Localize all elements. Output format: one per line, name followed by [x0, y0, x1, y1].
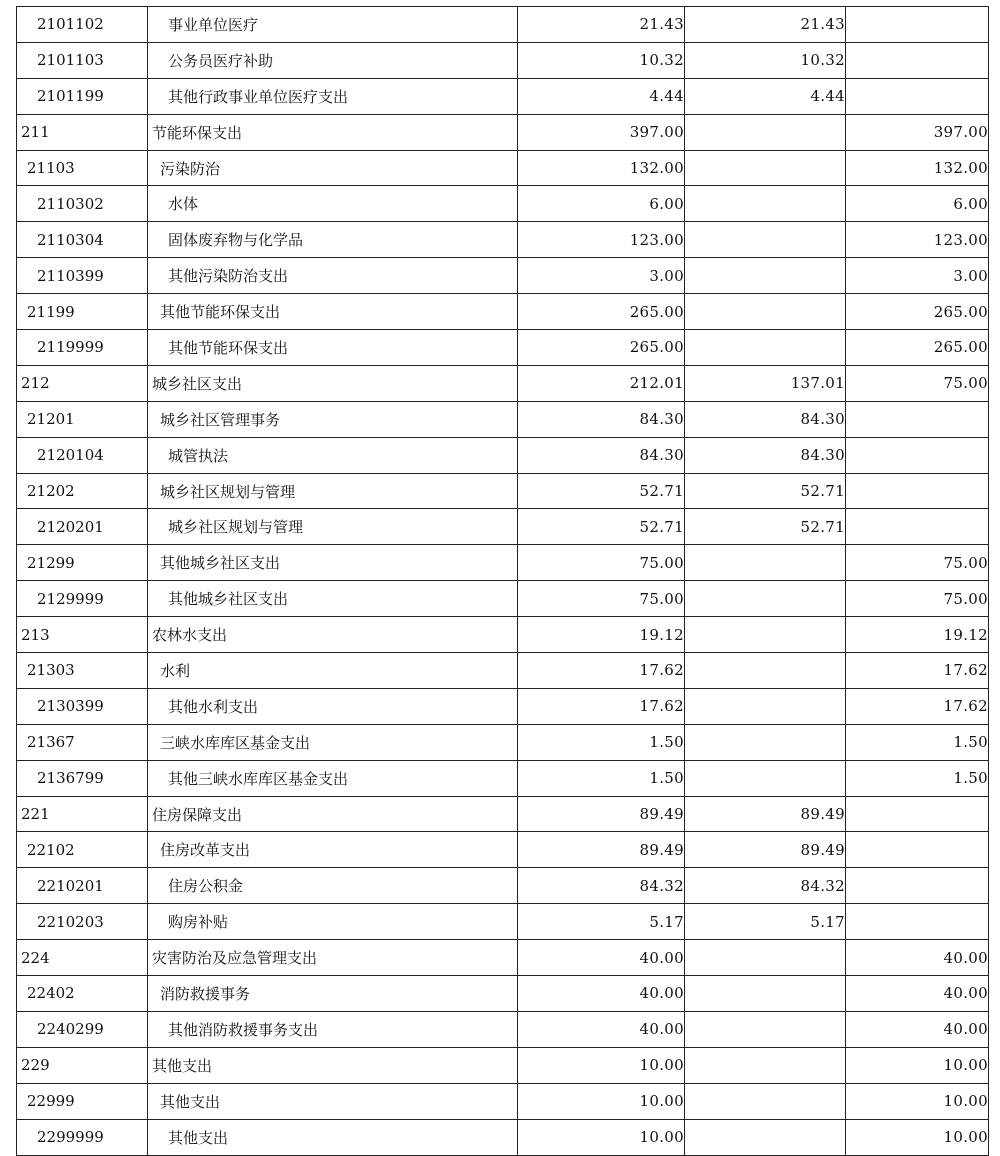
project-expenditure-cell	[846, 437, 989, 473]
basic-expenditure-cell	[685, 581, 846, 617]
basic-expenditure-cell	[685, 330, 846, 366]
subject-code-cell: 2120104	[17, 437, 148, 473]
subject-code-cell: 22999	[17, 1083, 148, 1119]
project-expenditure-cell: 19.12	[846, 617, 989, 653]
table-row	[17, 940, 989, 976]
total-amount-cell: 40.00	[518, 940, 685, 976]
subject-code-cell: 21303	[17, 653, 148, 689]
project-expenditure-cell: 40.00	[846, 976, 989, 1012]
table-row	[17, 617, 989, 653]
basic-expenditure-cell	[685, 186, 846, 222]
subject-code-cell: 21201	[17, 401, 148, 437]
subject-code-cell: 2101103	[17, 42, 148, 78]
total-amount-cell: 10.00	[518, 1119, 685, 1155]
subject-code-cell: 2136799	[17, 760, 148, 796]
basic-expenditure-cell	[685, 1119, 846, 1155]
total-amount-cell: 397.00	[518, 114, 685, 150]
subject-code-cell: 21299	[17, 545, 148, 581]
basic-expenditure-cell: 4.44	[685, 78, 846, 114]
project-expenditure-cell: 1.50	[846, 760, 989, 796]
project-expenditure-cell	[846, 78, 989, 114]
basic-expenditure-cell	[685, 545, 846, 581]
basic-expenditure-cell: 10.32	[685, 42, 846, 78]
subject-name-cell: 其他城乡社区支出	[148, 545, 518, 581]
table-row	[17, 1011, 989, 1047]
table-row	[17, 1083, 989, 1119]
subject-name-cell: 购房补贴	[148, 904, 518, 940]
total-amount-cell: 3.00	[518, 258, 685, 294]
subject-name-cell: 其他支出	[148, 1047, 518, 1083]
project-expenditure-cell	[846, 473, 989, 509]
table-row	[17, 7, 989, 43]
project-expenditure-cell: 10.00	[846, 1119, 989, 1155]
subject-name-cell: 其他支出	[148, 1083, 518, 1119]
total-amount-cell: 75.00	[518, 545, 685, 581]
table-row	[17, 1119, 989, 1155]
total-amount-cell: 19.12	[518, 617, 685, 653]
project-expenditure-cell	[846, 868, 989, 904]
basic-expenditure-cell: 5.17	[685, 904, 846, 940]
total-amount-cell: 84.30	[518, 401, 685, 437]
basic-expenditure-cell: 84.32	[685, 868, 846, 904]
basic-expenditure-cell: 84.30	[685, 401, 846, 437]
subject-name-cell: 城乡社区规划与管理	[148, 473, 518, 509]
subject-code-cell: 22402	[17, 976, 148, 1012]
total-amount-cell: 5.17	[518, 904, 685, 940]
project-expenditure-cell: 75.00	[846, 545, 989, 581]
subject-code-cell: 221	[17, 796, 148, 832]
subject-name-cell: 水体	[148, 186, 518, 222]
project-expenditure-cell: 265.00	[846, 330, 989, 366]
basic-expenditure-cell	[685, 1083, 846, 1119]
project-expenditure-cell	[846, 832, 989, 868]
total-amount-cell: 212.01	[518, 365, 685, 401]
total-amount-cell: 21.43	[518, 7, 685, 43]
project-expenditure-cell	[846, 796, 989, 832]
table-row	[17, 401, 989, 437]
table-row	[17, 509, 989, 545]
subject-name-cell: 三峡水库库区基金支出	[148, 724, 518, 760]
total-amount-cell: 1.50	[518, 760, 685, 796]
subject-name-cell: 其他三峡水库库区基金支出	[148, 760, 518, 796]
subject-name-cell: 污染防治	[148, 150, 518, 186]
project-expenditure-cell: 1.50	[846, 724, 989, 760]
project-expenditure-cell: 397.00	[846, 114, 989, 150]
subject-code-cell: 2210201	[17, 868, 148, 904]
project-expenditure-cell: 132.00	[846, 150, 989, 186]
subject-code-cell: 211	[17, 114, 148, 150]
project-expenditure-cell	[846, 509, 989, 545]
subject-name-cell: 其他消防救援事务支出	[148, 1011, 518, 1047]
total-amount-cell: 40.00	[518, 1011, 685, 1047]
subject-name-cell: 其他支出	[148, 1119, 518, 1155]
subject-code-cell: 2120201	[17, 509, 148, 545]
subject-name-cell: 住房保障支出	[148, 796, 518, 832]
subject-code-cell: 2240299	[17, 1011, 148, 1047]
table-row	[17, 653, 989, 689]
project-expenditure-cell	[846, 7, 989, 43]
basic-expenditure-cell	[685, 940, 846, 976]
table-row	[17, 258, 989, 294]
total-amount-cell: 89.49	[518, 796, 685, 832]
total-amount-cell: 1.50	[518, 724, 685, 760]
subject-name-cell: 节能环保支出	[148, 114, 518, 150]
project-expenditure-cell: 17.62	[846, 653, 989, 689]
subject-code-cell: 212	[17, 365, 148, 401]
table-row	[17, 796, 989, 832]
subject-code-cell: 2110399	[17, 258, 148, 294]
basic-expenditure-cell: 137.01	[685, 365, 846, 401]
subject-name-cell: 水利	[148, 653, 518, 689]
basic-expenditure-cell	[685, 724, 846, 760]
table-row	[17, 222, 989, 258]
basic-expenditure-cell	[685, 1047, 846, 1083]
basic-expenditure-cell	[685, 1011, 846, 1047]
total-amount-cell: 132.00	[518, 150, 685, 186]
project-expenditure-cell: 40.00	[846, 940, 989, 976]
basic-expenditure-cell: 52.71	[685, 473, 846, 509]
subject-code-cell: 229	[17, 1047, 148, 1083]
total-amount-cell: 17.62	[518, 688, 685, 724]
total-amount-cell: 52.71	[518, 473, 685, 509]
subject-name-cell: 城乡社区支出	[148, 365, 518, 401]
table-row	[17, 760, 989, 796]
subject-code-cell: 22102	[17, 832, 148, 868]
total-amount-cell: 84.30	[518, 437, 685, 473]
table-row	[17, 114, 989, 150]
basic-expenditure-cell	[685, 150, 846, 186]
subject-name-cell: 其他行政事业单位医疗支出	[148, 78, 518, 114]
table-row	[17, 42, 989, 78]
subject-name-cell: 事业单位医疗	[148, 7, 518, 43]
subject-name-cell: 其他节能环保支出	[148, 330, 518, 366]
table-row	[17, 868, 989, 904]
subject-code-cell: 224	[17, 940, 148, 976]
basic-expenditure-cell	[685, 653, 846, 689]
table-row	[17, 365, 989, 401]
subject-name-cell: 住房公积金	[148, 868, 518, 904]
subject-code-cell: 21367	[17, 724, 148, 760]
table-row	[17, 186, 989, 222]
basic-expenditure-cell	[685, 294, 846, 330]
basic-expenditure-cell	[685, 222, 846, 258]
table-row	[17, 976, 989, 1012]
basic-expenditure-cell	[685, 258, 846, 294]
subject-code-cell: 2101199	[17, 78, 148, 114]
subject-code-cell: 2130399	[17, 688, 148, 724]
subject-name-cell: 其他污染防治支出	[148, 258, 518, 294]
total-amount-cell: 265.00	[518, 294, 685, 330]
subject-name-cell: 城乡社区规划与管理	[148, 509, 518, 545]
total-amount-cell: 40.00	[518, 976, 685, 1012]
project-expenditure-cell	[846, 904, 989, 940]
project-expenditure-cell: 75.00	[846, 581, 989, 617]
subject-code-cell: 2110302	[17, 186, 148, 222]
table-row	[17, 437, 989, 473]
basic-expenditure-cell	[685, 114, 846, 150]
subject-name-cell: 城管执法	[148, 437, 518, 473]
subject-code-cell: 21199	[17, 294, 148, 330]
project-expenditure-cell: 75.00	[846, 365, 989, 401]
total-amount-cell: 10.00	[518, 1083, 685, 1119]
subject-code-cell: 2101102	[17, 7, 148, 43]
total-amount-cell: 75.00	[518, 581, 685, 617]
total-amount-cell: 89.49	[518, 832, 685, 868]
basic-expenditure-cell: 21.43	[685, 7, 846, 43]
project-expenditure-cell	[846, 42, 989, 78]
total-amount-cell: 123.00	[518, 222, 685, 258]
project-expenditure-cell	[846, 401, 989, 437]
project-expenditure-cell: 123.00	[846, 222, 989, 258]
subject-name-cell: 其他节能环保支出	[148, 294, 518, 330]
table-row	[17, 1047, 989, 1083]
total-amount-cell: 17.62	[518, 653, 685, 689]
table-row	[17, 724, 989, 760]
basic-expenditure-cell	[685, 688, 846, 724]
total-amount-cell: 10.32	[518, 42, 685, 78]
subject-name-cell: 公务员医疗补助	[148, 42, 518, 78]
basic-expenditure-cell: 84.30	[685, 437, 846, 473]
table-row	[17, 473, 989, 509]
subject-code-cell: 213	[17, 617, 148, 653]
total-amount-cell: 84.32	[518, 868, 685, 904]
subject-code-cell: 2119999	[17, 330, 148, 366]
basic-expenditure-cell	[685, 617, 846, 653]
basic-expenditure-cell: 89.49	[685, 832, 846, 868]
table-body	[17, 7, 989, 1156]
total-amount-cell: 4.44	[518, 78, 685, 114]
expenditure-table	[16, 6, 989, 1156]
table-row	[17, 294, 989, 330]
project-expenditure-cell: 6.00	[846, 186, 989, 222]
table-row	[17, 150, 989, 186]
basic-expenditure-cell	[685, 760, 846, 796]
subject-name-cell: 固体废弃物与化学品	[148, 222, 518, 258]
table-row	[17, 78, 989, 114]
subject-code-cell: 21202	[17, 473, 148, 509]
table-row	[17, 330, 989, 366]
subject-code-cell: 2110304	[17, 222, 148, 258]
subject-code-cell: 2210203	[17, 904, 148, 940]
total-amount-cell: 6.00	[518, 186, 685, 222]
project-expenditure-cell: 265.00	[846, 294, 989, 330]
project-expenditure-cell: 17.62	[846, 688, 989, 724]
table-row	[17, 688, 989, 724]
total-amount-cell: 10.00	[518, 1047, 685, 1083]
subject-name-cell: 农林水支出	[148, 617, 518, 653]
table-row	[17, 832, 989, 868]
table-row	[17, 904, 989, 940]
total-amount-cell: 265.00	[518, 330, 685, 366]
subject-name-cell: 灾害防治及应急管理支出	[148, 940, 518, 976]
subject-name-cell: 城乡社区管理事务	[148, 401, 518, 437]
subject-name-cell: 其他水利支出	[148, 688, 518, 724]
subject-code-cell: 21103	[17, 150, 148, 186]
subject-code-cell: 2299999	[17, 1119, 148, 1155]
project-expenditure-cell: 40.00	[846, 1011, 989, 1047]
table-row	[17, 581, 989, 617]
basic-expenditure-cell	[685, 976, 846, 1012]
project-expenditure-cell: 10.00	[846, 1083, 989, 1119]
project-expenditure-cell: 10.00	[846, 1047, 989, 1083]
total-amount-cell: 52.71	[518, 509, 685, 545]
subject-name-cell: 住房改革支出	[148, 832, 518, 868]
subject-code-cell: 2129999	[17, 581, 148, 617]
project-expenditure-cell: 3.00	[846, 258, 989, 294]
basic-expenditure-cell: 52.71	[685, 509, 846, 545]
subject-name-cell: 其他城乡社区支出	[148, 581, 518, 617]
basic-expenditure-cell: 89.49	[685, 796, 846, 832]
budget-table-container	[16, 6, 989, 1156]
subject-name-cell: 消防救援事务	[148, 976, 518, 1012]
table-row	[17, 545, 989, 581]
